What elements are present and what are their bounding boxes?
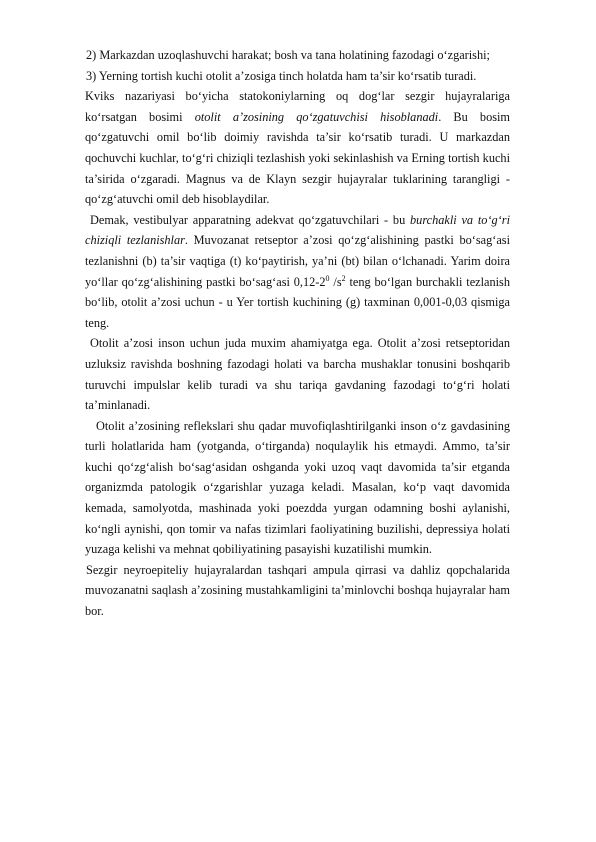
superscript-degree: 0 [325, 273, 330, 283]
paragraph-otolit-reflexes: Otolit a’zosining reflekslari shu qadar muvofiqlashtirilganki inson o‘z gavdasining turli holatlarida ham (yotganda, o‘tirganda) noqulaylik his etmaydi. Ammo, ta’sir kuchi qo‘zg‘alish bo‘sag‘asidan oshganda yoki uzoq vaqt davomida ta’sir etganda organizmda patologik o‘zgarishlar yuzaga keladi. Masalan, ko‘p vaqt davomida kemada, samolyotda, mashinada yoki poezdda yurgan odamning boshi aylanishi, ko‘ngli aynishi, qon tomir va nafas tizimlari faoliyatining buzilishi, depressiya holati yuzaga kelishi va mehnat qobiliyatining pasayishi kuzatilishi mumkin. [85, 418, 510, 557]
paragraph-kviks-text-b: . Bu bosim qo‘zgatuvchi omil bo‘lib doimiy ravishda ta’sir ko‘rsatib turadi. U markazdan qochuvchi kuchlar, to‘g‘ri chiziqli tezlashish yoki sekinlashish va Erning tortish kuchi ta’sirida o‘zgaradi. Magnus va de Klayn sezgir hujayralar tuklarining tarangligi - qo‘zg‘atuvchi omil deb hisoblaydilar. [85, 109, 510, 207]
paragraph-otolit-importance: Otolit a’zosi inson uchun juda muxim ahamiyatga ega. Otolit a’zosi retseptoridan uzluksiz ravishda boshning fazodagi holati va barcha mushaklar tonusini boshqarib turuvchi impulslar kelib turadi va shu tariqa gavdaning fazodagi to‘g‘ri holati ta’minlanadi. [85, 336, 510, 413]
paragraph-vestibular-text-b: . Muvozanat retseptor a’zosi qo‘zg‘alishining pastki bo‘sag‘asi tezlanishni (b) ta’sir vaqtiga (t) ko‘paytirish, ya’ni (bt) bilan o‘lchanadi. Yarim doira yo‘llar qo‘zg‘alishining pastki bo‘sag‘asi 0,12-2 [85, 233, 510, 289]
paragraph-neuroepithelium: Sezgir neyroepiteliy hujayralardan tashqari ampula qirrasi va dahliz qopchalarida muvozanatni saqlash a’zosining mustahkamligini ta’minlovchi boshqa hujayralar ham bor. [85, 562, 510, 619]
paragraph-vestibular-text-c: /s [329, 274, 342, 289]
paragraph-kviks-theory [85, 86, 510, 210]
document-page [85, 45, 510, 622]
paragraph-kviks-text-a: Kviks nazariyasi bo‘yicha statokoniylarning oq dog‘lar sezgir hujayralariga ko‘rsatgan bosimi [85, 89, 510, 124]
paragraph-list-item-2: 2) Markazdan uzoqlashuvchi harakat; bosh va tana holatining fazodagi o‘zgarishi; [86, 48, 490, 62]
paragraph-kviks-emphasis: otolit a’zosining qo‘zgatuvchisi hisoblanadi [194, 109, 439, 124]
paragraph-list-item-3: 3) Yerning tortish kuchi otolit a’zosiga tinch holatda ham ta’sir ko‘rsatib turadi. [86, 68, 477, 83]
paragraph-vestibular-emphasis: burchakli va to‘g‘ri chiziqli tezlanishlar [85, 212, 510, 248]
paragraph-vestibular-text-d: teng bo‘lgan burchakli tezlanish bo‘lib, otolit a’zosi uchun - u Yer tortish kuchining (g) taxminan 0,001-0,03 qismiga teng. [85, 274, 510, 330]
paragraph-vestibular-stimuli [85, 210, 510, 334]
paragraph-vestibular-text-a: Demak, vestibulyar apparatning adekvat qo‘zgatuvchilari - bu [90, 212, 411, 227]
superscript-squared: 2 [341, 273, 346, 283]
